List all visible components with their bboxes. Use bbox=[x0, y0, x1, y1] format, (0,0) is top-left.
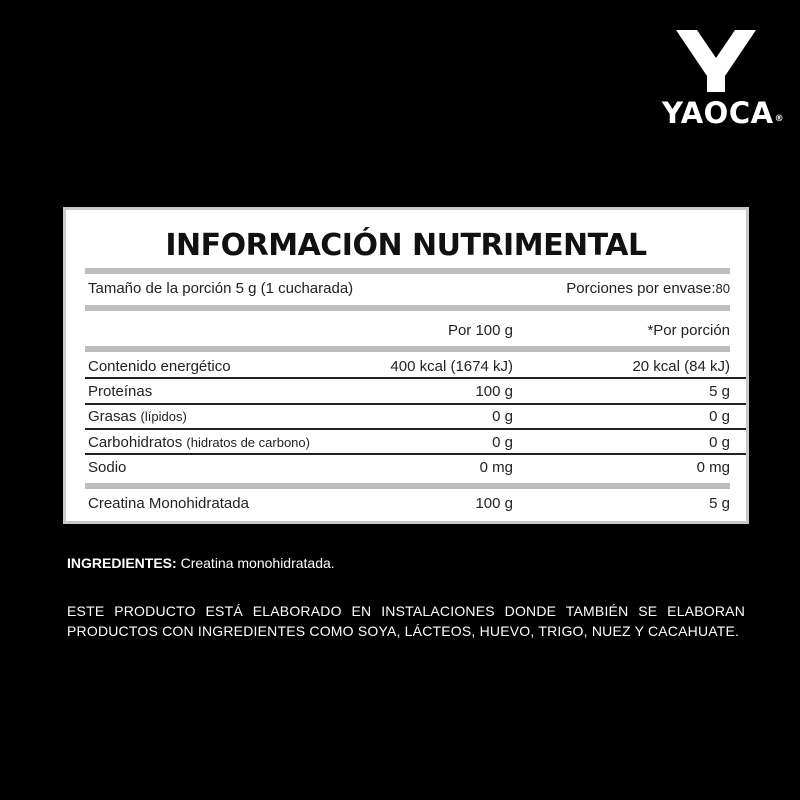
row-subtitle: (hidratos de carbono) bbox=[186, 435, 310, 450]
row-per-serving: 20 kcal (84 kJ) bbox=[632, 358, 730, 375]
divider-bar bbox=[85, 346, 730, 352]
ingredients-line bbox=[67, 555, 335, 571]
servings-value: 80 bbox=[715, 281, 730, 296]
serving-size: Tamaño de la porción 5 g (1 cucharada) bbox=[88, 280, 354, 297]
brand-y-icon bbox=[676, 30, 756, 92]
divider-bar bbox=[85, 268, 730, 274]
row-divider bbox=[85, 453, 746, 455]
column-header-per-serving: *Por porción bbox=[647, 322, 730, 339]
servings-label: Porciones por envase: bbox=[566, 280, 716, 297]
row-per-100g: 0 mg bbox=[479, 459, 513, 476]
divider-bar bbox=[85, 483, 730, 489]
row-divider bbox=[85, 428, 746, 430]
row-per-100g: 0 g bbox=[492, 434, 513, 451]
row-name: Proteínas bbox=[88, 383, 153, 400]
row-per-serving: 0 g bbox=[709, 434, 730, 451]
servings-per-container bbox=[566, 280, 730, 297]
allergen-warning: ESTE PRODUCTO ESTÁ ELABORADO EN INSTALACIONES DONDE TAMBIÉN SE ELABORAN PRODUCTOS CON INGREDIENTES COMO SOYA, LÁCTEOS, HUEVO, TRIGO, NUEZ Y CACAHUATE. bbox=[67, 603, 745, 639]
divider-bar bbox=[85, 305, 730, 311]
row-name: Carbohidratos (hidratos de carbono) bbox=[88, 434, 310, 451]
row-per-100g: 100 g bbox=[475, 383, 513, 400]
row-per-serving: 5 g bbox=[709, 495, 730, 512]
row-name: Contenido energético bbox=[88, 358, 231, 375]
row-per-serving: 5 g bbox=[709, 383, 730, 400]
row-subtitle: (lípidos) bbox=[140, 409, 187, 424]
ingredients-label: INGREDIENTES: bbox=[67, 555, 177, 571]
row-per-100g: 0 g bbox=[492, 408, 513, 425]
row-per-serving: 0 mg bbox=[696, 459, 730, 476]
row-name: Creatina Monohidratada bbox=[88, 495, 249, 512]
row-name: Sodio bbox=[88, 459, 127, 476]
row-divider bbox=[85, 403, 746, 405]
row-per-100g: 400 kcal (1674 kJ) bbox=[390, 358, 513, 375]
row-name: Grasas (lípidos) bbox=[88, 408, 187, 425]
nutrition-panel bbox=[63, 207, 749, 524]
row-per-100g: 100 g bbox=[475, 495, 513, 512]
row-per-serving: 0 g bbox=[709, 408, 730, 425]
ingredients-text: Creatina monohidratada. bbox=[180, 555, 335, 571]
brand-logo bbox=[660, 30, 785, 130]
brand-name: YAOCA® bbox=[662, 96, 785, 130]
panel-title: INFORMACIÓN NUTRIMENTAL bbox=[165, 228, 647, 263]
registered-mark: ® bbox=[774, 114, 785, 124]
column-header-per-100g: Por 100 g bbox=[447, 322, 513, 339]
row-divider bbox=[85, 377, 746, 379]
